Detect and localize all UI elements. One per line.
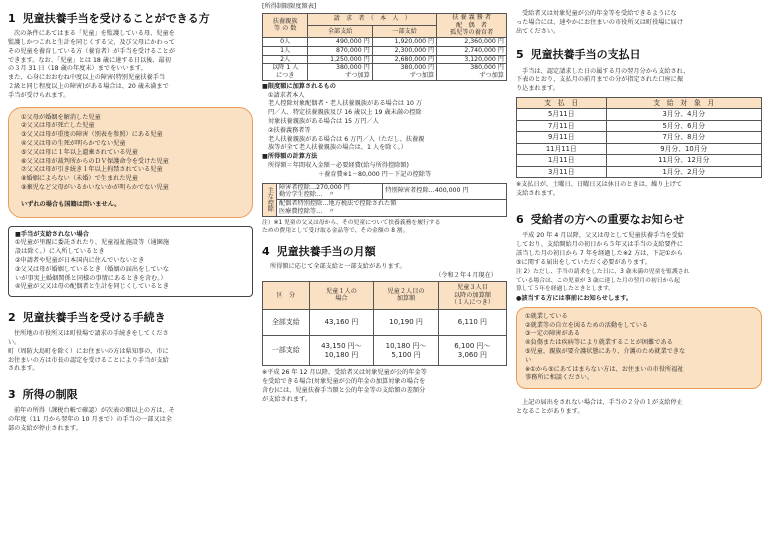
text-line: 支給されます。 [516,190,559,198]
table-cell: 380,000 円 ずつ加算 [308,64,372,81]
table-cell: 43,160 円 [309,310,374,336]
text-line: ②父又は母が死亡した児童 [21,122,95,130]
column-right [516,0,762,543]
text-line: お住まいの方は市長の認定を受けることにより手当が支給 [8,356,169,364]
text-line: い。 [8,339,21,347]
section-6-body [516,232,762,267]
section-5-note [516,181,762,199]
table-cell: 2人 [263,55,308,64]
column-left [8,0,253,543]
text-line: 次の条件にあてはまる「児童」を監護している母、児童を [14,30,175,38]
nationality-note: いずれの場合も国籍は問いません。 [21,200,121,208]
section-5-body [516,68,762,94]
text-line: 前年の所得（課税台帳で確認）が次表の額以上の方は、そ [14,407,175,415]
text-line: ２級と同じ程度以上の障害)がある場合は、20 歳未満まで [8,82,169,90]
eligibility-conditions-box [8,107,253,218]
text-line: ⑤父又は母に１年以上遺棄されている児童 [21,148,138,156]
text-line: 老人控除対象配偶者・老人扶養親族がある場合は 10 万 [268,100,423,108]
text-line: ②申請者や児童が日本国内に住んでいないとき [15,256,145,264]
section-4-heading: 4 児童扶養手当の月額 [262,245,376,258]
table-cell: 扶 養 義 務 者 配 偶 者 孤児等の養育者 [437,13,507,37]
table-cell: 7月11日 [517,120,607,131]
section-5-heading: 5 児童扶養手当の支払日 [516,48,641,62]
deduction-cell: 配偶者特別控除…地方税法で控除された額 [277,200,507,208]
text-line: ③父又は母が婚姻しているとき（婚姻の届出をしていな [15,265,170,273]
text-line: ※平成 26 年 12 月以降、受給者又は対象児童が公的年金等 [262,369,427,377]
text-line: 受給者又は対象児童が公的年金等を受給できるようにな [522,10,677,17]
text-line: 含む)には、児童扶養手当額と公的年金等の支給額の差額分 [262,386,426,394]
table-cell: 扶養親族 等 の 数 [263,13,308,37]
text-line: い [525,356,532,364]
deduction-cell: 特別障害者控除…400,000 円 [383,183,507,200]
table-row [263,335,507,366]
table-cell: 全部支給 [308,25,372,37]
text-line: 下表のとおり、支払月の前月までの分が指定された口座に振 [516,76,684,84]
table-cell: 2,740,000 円 [437,46,507,55]
section-6-warning: ●該当する方には事前にお知らせします。 [516,294,633,302]
deduction-note [262,219,507,235]
text-line: ②就業等の自立を図るための活動をしている [525,321,649,329]
deduction-cell: 勤労学生控除… 〃 [277,191,383,199]
table-cell: 全部支給 [263,310,310,336]
text-line: その児童を養育している方（養育者）が手当を受けることが [8,47,176,55]
table-row [517,120,762,131]
table-cell: 支 払 日 [517,97,607,108]
table-cell: 380,000 円 ずつ加算 [372,64,436,81]
table-cell: 3月11日 [517,166,607,177]
section-4-note [262,369,507,404]
text-line: ※①から⑤にあてはまらない方は、お住まいの市役所福祉 [525,365,684,373]
table-row [263,64,507,81]
section-4-intro: 所得額に応じて全部支給と一部支給があります。 [270,263,406,271]
payment-date-table [516,97,762,178]
income-limit-table [262,13,507,81]
report-items-box [516,307,762,389]
text-line: 上記の届出をされない場合は、手当の２分の１が支給停止 [522,399,683,407]
table-cell: 7月分、8月分 [606,132,761,143]
table-cell: 児童２人目の 加算額 [374,281,439,309]
exclusion-title: ■手当が支給されない場合 [15,230,89,238]
text-line: ①就業している [525,312,568,320]
text-line: ④父又は母の生死が明らかでない児童 [21,139,126,147]
table-cell: 1,250,000 円 [308,55,372,64]
text-line: 算して５年を経過したときとします。 [516,285,615,292]
text-line: ⑨棄児など父母がいるかいないかが明らかでない児童 [21,183,169,191]
text-line: 監護しかつこれと生計を同じくする父、及び父母にかわって [8,38,175,46]
table-cell: 1人 [263,46,308,55]
text-line: ④児童が父又は母の配偶者と生計を同じくしているとき [15,283,170,291]
text-line: ③一定の障害がある [525,330,581,338]
text-line: ⑤に関する届出をしていただく必要があります。 [516,258,651,266]
text-line: 注 2）ただし、手当の請求をした日に、3 歳未満の児童を監護され [516,269,690,276]
table-cell: 3月分、4月分 [606,109,761,120]
text-line: ⑦父又は母が引き続き１年以上拘禁されている児童 [21,166,163,174]
table-cell: 2,360,000 円 [437,38,507,47]
table-row [263,55,507,64]
text-line: ②扶養義務者等 [268,126,311,134]
text-line: また、心身におおむね中度以上の障害(特別児童扶養手当 [8,74,166,82]
income-table-caption: [所得制限限度額表] [262,3,317,10]
section-6-heading: 6 受給者の方への重要なお知らせ [516,212,685,226]
section-1-heading: 1 児童扶養手当を受けることができる方 [8,12,210,25]
deduction-table [262,183,507,217]
column-middle [262,0,507,543]
text-line: ④負傷または疾病等により就業することが困難である [525,339,673,347]
report-intro [516,10,762,36]
text-line: 町（周防大島町を除く）にお住まいの方は県知事の、市に [8,347,169,355]
text-line: ※支払日が、土曜日、日曜日又は休日のときは、繰り上げて [516,181,683,189]
text-line: 平成 20 年 4 月以降、父又は母として児童扶養手当を受給 [522,232,684,240]
text-line: ③父又は母が重度の障害（別表を参照）にある児童 [21,131,163,139]
text-line: ⑤児童、親族が要介護状態にあり、介護のため就業できな [525,347,686,355]
text-line: 老人扶養親族がある場合は 6 万円／人（ただし、扶養親 [268,135,425,143]
section-2-heading: 2 児童扶養手当を受ける手続き [8,311,166,325]
table-cell: 児童３人目 以降の加算額 （１人につき） [438,281,506,309]
limits-title: ■限度額に加算されるもの [262,82,336,90]
table-cell: 請 求 者 （ 本 人 ） [308,13,437,25]
text-line: 対象扶養親族がある場合は 15 万円／人 [268,117,379,125]
table-cell: 6,100 円～ 3,060 円 [438,335,506,366]
text-line: を受給できる場合(対象児童が公的年金の加算対象の場合を [262,378,426,386]
section-2-body [8,330,253,374]
table-cell: 一部支給 [263,335,310,366]
text-line: いが事実上婚姻関係と同様の事情にあるときを含む。） [15,274,167,282]
exclusion-box [8,226,253,298]
table-row [517,109,762,120]
text-line: となることがあります。 [516,407,584,415]
text-line: ①児童が里親に委託されたり、児童福祉施設等（通園施 [15,239,170,247]
text-line: ⑥父又は母が裁判所からのＤＶ保護命令を受けた児童 [21,157,169,165]
table-row [517,166,762,177]
table-cell: 2,680,000 円 [372,55,436,64]
table-row [263,38,507,47]
text-line: 事務所に相談ください。 [525,374,594,382]
table-cell: 3,120,000 円 [437,55,507,64]
section-4-date: （令和２年４月現在） [435,271,497,279]
text-line: 円／人、特定扶養親族及び 16 歳以上 19 歳未満の控除 [268,109,422,117]
text-line: の３月 31 日（18 歳の年度末）までをいいます。 [8,65,147,73]
table-cell: 1月11日 [517,155,607,166]
table-cell: 380,000 円 ずつ加算 [437,64,507,81]
section-1-intro [8,30,253,100]
table-cell: 43,150 円～ 10,180 円 [309,335,374,366]
table-row [517,155,762,166]
table-row [263,46,507,55]
text-line: できます。なお、「児童」とは 18 歳に達する日以後、最初 [8,56,171,64]
table-cell: 0人 [263,38,308,47]
text-line: しており、支給開始月の初日から５年又は手当の支給要件に [516,240,684,248]
text-line: 手当は、認定請求した日の属する月の翌月分から支給され、 [522,67,690,75]
text-line: 注）※1 児童の父又は母から、その児童について扶養義務を履行する [262,219,441,226]
section-3-body [8,407,253,433]
calc-formula: 所得額＝年間収入金額－必要経費(給与所得控除額) [268,161,409,169]
table-cell: 6,110 円 [438,310,506,336]
text-line: った場合には、速やかにお住まいの市役所又は町役場に届け [516,18,684,26]
table-cell: 1,920,000 円 [372,38,436,47]
table-row [517,132,762,143]
text-line: 出てください。 [516,27,560,35]
table-cell: 490,000 円 [308,38,372,47]
text-line: 族等が全て老人扶養親族の場合は、1 人を除く。） [268,144,407,152]
table-cell: 一部支給 [372,25,436,37]
text-line: ①父母が婚姻を解消した児童 [21,113,101,121]
deduction-label: 主な控除 [263,183,277,216]
text-line: されます。 [8,365,39,373]
text-line: ①請求者本人 [268,91,305,99]
text-line: り込まれます。 [516,85,559,93]
table-cell: 1月分、2月分 [606,166,761,177]
table-row [263,310,507,336]
section-3-heading: 3 所得の制限 [8,388,78,402]
text-line: ための費用として受け取る金品等で、その金額の 8 割。 [262,227,409,234]
table-cell: 11月11日 [517,143,607,154]
text-line: 該当した月の初日から 7 年を経過した※2 方は、下記①から [516,249,683,257]
table-cell: 9月分、10月分 [606,143,761,154]
calc-formula-2: ＋養育費※1－80,000 円－下記の控除等 [318,170,432,178]
table-cell: 児童１人の 場合 [309,281,374,309]
table-cell: 以降 1 人 につき [263,64,308,81]
table-row [517,143,762,154]
text-line: ている場合は、この児童が 3 歳に達した月の翌月の初日から起 [516,277,680,284]
table-cell: 9月11日 [517,132,607,143]
table-cell: 区 分 [263,281,310,309]
table-cell: 5月分、6月分 [606,120,761,131]
deduction-cell: 医療費控除等… 〃 [277,208,507,216]
section-6-note [516,268,762,293]
table-cell: 11月分、12月分 [606,155,761,166]
text-line: の年度（11 月から翌年の 10 月まで）の手当の一部又は全 [8,416,172,424]
table-cell: 5月11日 [517,109,607,120]
text-line: ⑧婚姻によらない（未婚）で生まれた児童 [21,175,138,183]
limits-items [262,92,507,154]
table-cell: 10,190 円 [374,310,439,336]
monthly-amount-table [262,281,507,367]
table-cell: 2,300,000 円 [372,46,436,55]
text-line: 住所地の市役所又は町役場で請求の手続きをしてくださ [14,330,169,338]
text-line: 手当が受けられます。 [8,91,70,99]
table-cell: 870,000 円 [308,46,372,55]
section-6-closing [516,399,762,417]
text-line: 設は除く。）に入所しているとき [15,248,105,256]
text-line: 部の支給が停止されます。 [8,425,82,433]
table-cell: 10,180 円～ 5,100 円 [374,335,439,366]
calc-title: ■所得額の計算方法 [262,153,318,161]
deduction-cell: 障害者控除…270,000 円 [277,183,383,191]
text-line: が支給されます。 [262,395,312,403]
table-cell: 支 給 対 象 月 [606,97,761,108]
